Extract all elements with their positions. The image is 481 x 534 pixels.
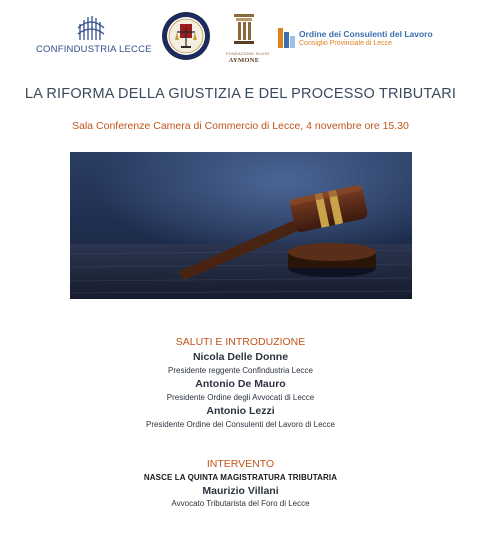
confindustria-label: CONFINDUSTRIA LECCE — [36, 44, 152, 55]
speaker-item — [0, 405, 481, 429]
speaker-item — [0, 351, 481, 375]
speaker-name: Antonio De Mauro — [195, 378, 286, 390]
speaker-item — [0, 378, 481, 402]
scales-of-justice-icon — [160, 10, 212, 62]
page-title: LA RIFORMA DELLA GIUSTIZIA E DEL PROCESSO TRIBUTARI — [24, 86, 457, 102]
gavel-icon — [70, 152, 412, 299]
gavel-image — [70, 152, 412, 299]
consulenti-lavoro-logo — [277, 26, 457, 54]
consulenti-emblem-icon — [277, 26, 297, 50]
consulenti-logo-line2: Consiglio Provinciale di Lecce — [299, 40, 392, 47]
ordine-avvocati-seal — [160, 10, 212, 62]
fondazione-aymone-logo — [226, 12, 270, 64]
intervento-heading: INTERVENTO — [206, 458, 275, 470]
column-building-icon — [232, 12, 256, 46]
speaker-name: Nicola Delle Donne — [192, 351, 289, 363]
speaker-role: Avvocato Tributarista del Foro di Lecce — [171, 499, 310, 508]
saluti-section — [0, 336, 481, 429]
speaker-role: Presidente reggente Confindustria Lecce — [168, 366, 313, 375]
speaker-name: Maurizio Villani — [202, 485, 279, 497]
aymone-logo-name: AYMONE — [228, 57, 260, 64]
consulenti-logo-line1: Ordine dei Consulenti del Lavoro — [299, 29, 433, 39]
speaker-role: Presidente Ordine degli Avvocati di Lecce — [166, 393, 315, 402]
saluti-heading: SALUTI E INTRODUZIONE — [175, 336, 306, 348]
confindustria-emblem-icon — [76, 14, 106, 42]
speaker-name: Antonio Lezzi — [206, 405, 275, 417]
logo-bar — [0, 8, 481, 64]
aymone-logo-top: FONDAZIONE SILVIO — [226, 51, 270, 56]
event-location-date: Sala Conferenze Camera di Commercio di Lecce, 4 novembre ore 15.30 — [72, 120, 409, 132]
confindustria-logo — [36, 14, 152, 58]
intervento-section — [0, 458, 481, 508]
speaker-role: Presidente Ordine dei Consulenti del Lavoro di Lecce — [145, 420, 335, 429]
talk-title: NASCE LA QUINTA MAGISTRATURA TRIBUTARIA — [143, 473, 338, 482]
